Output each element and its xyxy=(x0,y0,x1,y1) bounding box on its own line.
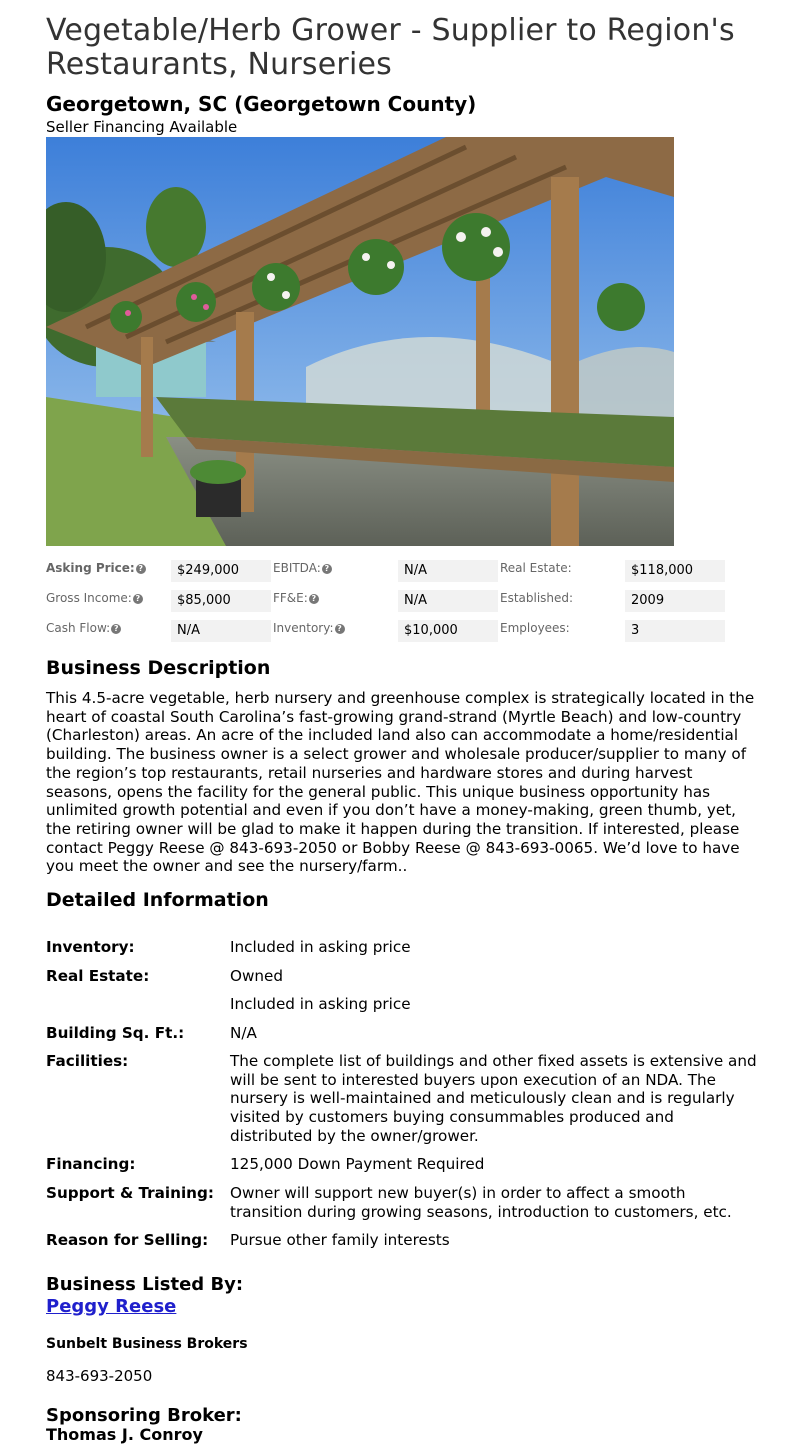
detail-value: Owner will support new buyer(s) in order to affect a smooth transition during growing seasons, introduction to customers, etc. xyxy=(230,1184,732,1221)
detail-value: Included in asking price xyxy=(230,938,411,956)
help-circle-icon[interactable]: ? xyxy=(309,594,319,604)
detail-label: Facilities: xyxy=(46,1052,129,1070)
help-circle-icon[interactable]: ? xyxy=(335,624,345,634)
financial-row-2 xyxy=(46,588,766,612)
listing-photo[interactable] xyxy=(46,137,674,546)
detail-label: Support & Training: xyxy=(46,1184,214,1202)
real-estate-label: Real Estate: xyxy=(500,561,572,575)
gross-income-value: $85,000 xyxy=(171,590,271,612)
gross-income-label xyxy=(46,588,143,608)
detail-label: Building Sq. Ft.: xyxy=(46,1024,185,1042)
listed-by-label: Business Listed By: xyxy=(46,1274,244,1295)
detail-value: Pursue other family interests xyxy=(230,1231,450,1249)
ffe-label-text: FF&E: xyxy=(273,591,308,605)
established-value: 2009 xyxy=(625,590,725,612)
detail-value: The complete list of buildings and other fixed assets is extensive and will be sent to interested buyers upon execution of an NDA. The nursery is well-maintained and meticulously clean and is regularly visited by customers buying consummables produced and distributed by the owner/grower. xyxy=(230,1052,757,1145)
detail-label: Real Estate: xyxy=(46,967,150,985)
seller-financing-note: Seller Financing Available xyxy=(46,118,238,136)
cash-flow-value: N/A xyxy=(171,620,271,642)
asking-price-label-text: Asking Price: xyxy=(46,561,135,575)
cash-flow-label xyxy=(46,618,121,638)
ebitda-label-text: EBITDA: xyxy=(273,561,321,575)
broker-company: Sunbelt Business Brokers xyxy=(46,1336,248,1352)
detail-label: Reason for Selling: xyxy=(46,1231,209,1249)
detail-value: Owned xyxy=(230,967,283,985)
real-estate-value: $118,000 xyxy=(625,560,725,582)
financial-row-1 xyxy=(46,558,766,582)
detail-value: 125,000 Down Payment Required xyxy=(230,1155,485,1173)
broker-phone: 843-693-2050 xyxy=(46,1367,153,1385)
financial-row-3 xyxy=(46,618,766,642)
ebitda-value: N/A xyxy=(398,560,498,582)
broker-name-link[interactable]: Peggy Reese xyxy=(46,1296,177,1317)
detailed-information-heading: Detailed Information xyxy=(46,889,269,911)
established-label: Established: xyxy=(500,591,574,605)
asking-price-value: $249,000 xyxy=(171,560,271,582)
employees-label: Employees: xyxy=(500,621,570,635)
ffe-value: N/A xyxy=(398,590,498,612)
sponsoring-broker-name: Thomas J. Conroy xyxy=(46,1425,203,1444)
business-description-text: This 4.5-acre vegetable, herb nursery and greenhouse complex is strategically located in the heart of coastal South Carolina’s fast-growing grand-strand (Myrtle Beach) and low-country (Charleston) areas. An acre of the included land also can accommodate a home/residential building. The business owner is a select grower and wholesale producer/supplier to many of the region’s top restaurants, retail nurseries and hardware stores and during harvest seasons, opens the facility for the general public. This unique business opportunity has unlimited growth potential and even if you don’t have a money-making, green thumb, yet, the retiring owner will be glad to make it happen during the transition. If interested, please contact Peggy Reese @ 843-693-2050 or Bobby Reese @ 843-693-0065. We’d love to have you meet the owner and see the nursery/farm.. xyxy=(46,689,755,876)
detail-label: Inventory: xyxy=(46,938,135,956)
employees-value: 3 xyxy=(625,620,725,642)
detail-label: Financing: xyxy=(46,1155,136,1173)
help-circle-icon[interactable]: ? xyxy=(136,564,146,574)
sponsoring-broker-label: Sponsoring Broker: xyxy=(46,1405,242,1426)
listing-location: Georgetown, SC (Georgetown County) xyxy=(46,92,477,116)
inventory-label-text: Inventory: xyxy=(273,621,334,635)
detail-value: Included in asking price xyxy=(230,995,411,1013)
inventory-value: $10,000 xyxy=(398,620,498,642)
ebitda-label xyxy=(273,558,332,578)
ffe-label xyxy=(273,588,319,608)
listing-title: Vegetable/Herb Grower - Supplier to Region's Restaurants, Nurseries xyxy=(46,13,735,82)
asking-price-label xyxy=(46,558,146,578)
help-circle-icon[interactable]: ? xyxy=(322,564,332,574)
inventory-label xyxy=(273,618,345,638)
cash-flow-label-text: Cash Flow: xyxy=(46,621,111,635)
help-circle-icon[interactable]: ? xyxy=(133,594,143,604)
detail-value: N/A xyxy=(230,1024,257,1042)
business-description-heading: Business Description xyxy=(46,657,271,679)
help-circle-icon[interactable]: ? xyxy=(111,624,121,634)
gross-income-label-text: Gross Income: xyxy=(46,591,132,605)
